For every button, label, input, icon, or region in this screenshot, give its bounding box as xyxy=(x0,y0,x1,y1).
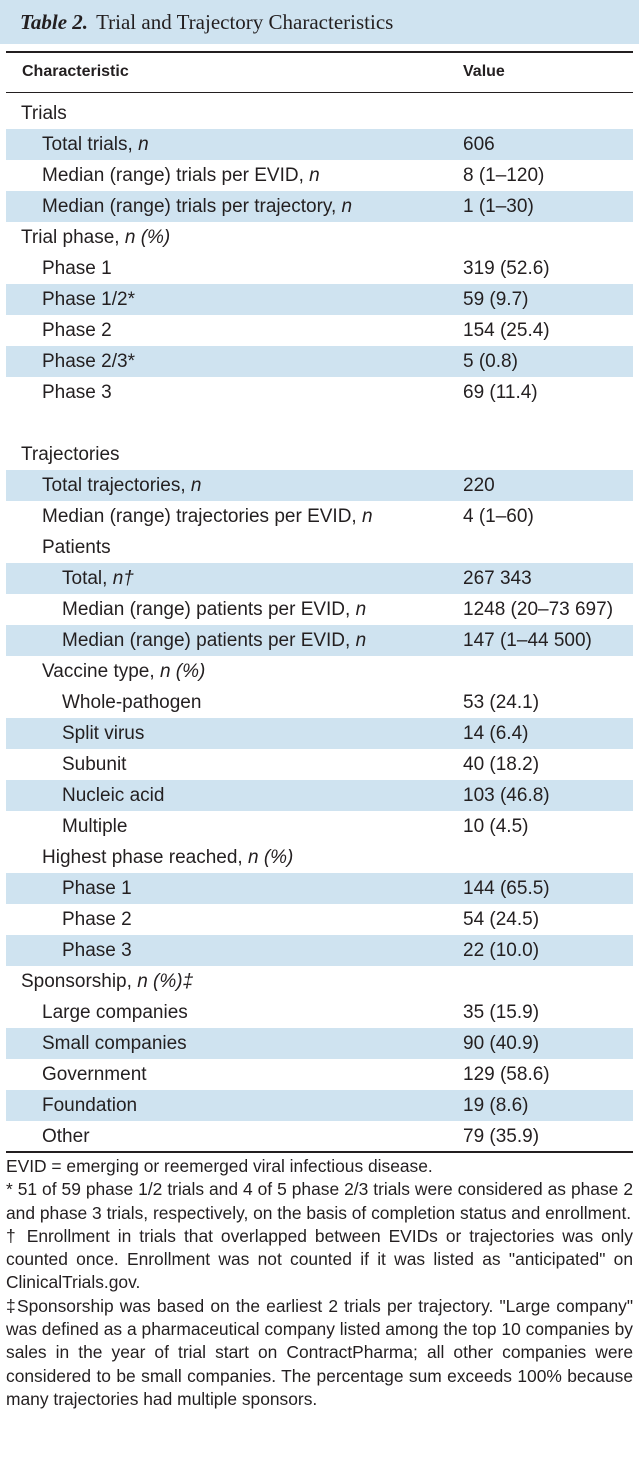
row-label xyxy=(21,222,170,253)
row-label-text: Nucleic acid xyxy=(62,785,165,806)
row-label-text: Sponsorship, xyxy=(21,971,138,992)
table-row xyxy=(6,129,633,160)
row-label xyxy=(62,935,132,966)
table-row xyxy=(6,346,633,377)
row-label xyxy=(62,749,126,780)
table-row xyxy=(6,1059,633,1090)
table-row xyxy=(6,1121,633,1152)
table-row xyxy=(6,594,633,625)
row-label xyxy=(42,1059,147,1090)
row-label-text: Phase 2 xyxy=(62,909,132,930)
table-row xyxy=(6,470,633,501)
table-title-text: Trial and Trajectory Characteristics xyxy=(96,10,394,34)
row-value: 59 (9.7) xyxy=(463,289,529,310)
table-row xyxy=(6,904,633,935)
row-value: 5 (0.8) xyxy=(463,351,518,372)
row-value: 40 (18.2) xyxy=(463,754,540,775)
row-label xyxy=(62,594,366,625)
row-label-text: Split virus xyxy=(62,723,145,744)
table-row xyxy=(6,966,633,997)
row-value: 129 (58.6) xyxy=(463,1064,550,1085)
row-value: 319 (52.6) xyxy=(463,258,550,279)
row-label-text: Small companies xyxy=(42,1033,187,1054)
row-label-unit: n xyxy=(355,630,367,651)
row-label-text: Trajectories xyxy=(21,444,120,465)
table-row xyxy=(6,811,633,842)
table-number: Table 2. xyxy=(20,10,89,34)
row-value: 10 (4.5) xyxy=(463,816,529,837)
row-value: 35 (15.9) xyxy=(463,1002,540,1023)
table-row xyxy=(6,780,633,811)
row-label-unit: n xyxy=(341,196,353,217)
row-value: 144 (65.5) xyxy=(463,878,550,899)
row-label-text: Phase 2/3* xyxy=(42,351,135,372)
footnote: EVID = emerging or reemerged viral infectious disease. xyxy=(6,1156,433,1176)
row-value: 22 (10.0) xyxy=(463,940,540,961)
row-label-unit: n (%)‡ xyxy=(137,971,194,992)
row-label-text: Phase 1 xyxy=(62,878,132,899)
row-label-text: Highest phase reached, xyxy=(42,847,248,868)
table-row xyxy=(6,1090,633,1121)
row-label-text: Phase 2 xyxy=(42,320,112,341)
row-label-unit: n xyxy=(309,165,320,186)
table-row xyxy=(6,98,633,129)
row-value: 1 (1–30) xyxy=(463,196,534,217)
table-row xyxy=(6,160,633,191)
row-label xyxy=(42,1028,187,1059)
table-row xyxy=(6,625,633,656)
row-value: 220 xyxy=(463,475,495,496)
row-label xyxy=(62,687,201,718)
row-label xyxy=(42,191,352,222)
row-label-unit: n xyxy=(138,134,149,155)
row-label-text: Trial phase, xyxy=(21,227,125,248)
row-label xyxy=(21,98,67,129)
row-label-unit: n (%) xyxy=(247,847,294,868)
row-label-text: Total trajectories, xyxy=(42,475,191,496)
row-label-text: Vaccine type, xyxy=(42,661,160,682)
row-label-unit: n (%) xyxy=(124,227,171,248)
row-value: 53 (24.1) xyxy=(463,692,540,713)
row-label xyxy=(42,1090,137,1121)
row-label xyxy=(62,625,366,656)
row-label xyxy=(42,160,320,191)
row-label xyxy=(42,253,112,284)
row-label xyxy=(62,873,132,904)
row-value: 267 343 xyxy=(463,568,532,589)
row-label xyxy=(42,532,111,563)
row-label-text: Median (range) trajectories per EVID, xyxy=(42,506,362,527)
row-value: 69 (11.4) xyxy=(463,382,538,403)
row-label-text: Foundation xyxy=(42,1095,138,1116)
footnote: * 51 of 59 phase 1/2 trials and 4 of 5 phase 2/3 trials were considered as phase 2 and phase 3 trials, respectively, on the basis of completion status and enrollment. xyxy=(6,1179,633,1223)
row-label-unit: n xyxy=(190,475,202,496)
row-label xyxy=(42,501,373,532)
header-top-rule xyxy=(6,51,633,53)
row-label xyxy=(42,346,135,377)
table-body xyxy=(6,98,633,1152)
row-label xyxy=(62,563,134,594)
row-value: 1248 (20–73 697) xyxy=(463,599,614,620)
row-label xyxy=(42,470,201,501)
footnote: † Enrollment in trials that overlapped between EVIDs or trajectories was only counted once. Enrollment was not counted if it was listed as "anticipated" on ClinicalTrials.gov. xyxy=(6,1225,633,1293)
row-label xyxy=(21,439,120,470)
row-value: 54 (24.5) xyxy=(463,909,540,930)
row-label xyxy=(62,780,164,811)
row-value: 90 (40.9) xyxy=(463,1033,540,1054)
table-spacer-row xyxy=(6,408,633,439)
row-label xyxy=(42,129,149,160)
column-header-characteristic: Characteristic xyxy=(22,63,129,80)
column-header-value: Value xyxy=(463,63,505,80)
row-value: 103 (46.8) xyxy=(463,785,550,806)
table-row xyxy=(6,935,633,966)
header-bottom-rule xyxy=(6,92,633,93)
row-value: 154 (25.4) xyxy=(463,320,550,341)
row-value: 606 xyxy=(463,134,495,155)
row-label-text: Patients xyxy=(42,537,111,558)
row-label xyxy=(42,997,188,1028)
table-row xyxy=(6,718,633,749)
table-bottom-rule xyxy=(6,1151,633,1153)
row-label xyxy=(42,1121,90,1152)
row-label-text: Trials xyxy=(21,103,67,124)
row-label xyxy=(42,284,135,315)
row-label xyxy=(62,811,127,842)
table-row xyxy=(6,191,633,222)
table-row xyxy=(6,222,633,253)
table-row xyxy=(6,873,633,904)
row-label xyxy=(42,315,112,346)
row-label-text: Large companies xyxy=(42,1002,188,1023)
row-label-text: Multiple xyxy=(62,816,128,837)
row-label xyxy=(62,904,132,935)
row-label-unit: n (%) xyxy=(159,661,206,682)
row-label-unit: n† xyxy=(112,568,134,589)
row-label-text: Median (range) patients per EVID, xyxy=(62,599,356,620)
row-label-text: Phase 1 xyxy=(42,258,112,279)
table-title xyxy=(0,0,639,44)
row-label xyxy=(42,842,293,873)
table-row xyxy=(6,749,633,780)
table-row xyxy=(6,501,633,532)
row-label-text: Phase 3 xyxy=(42,382,112,403)
table-row xyxy=(6,1028,633,1059)
row-value: 147 (1–44 500) xyxy=(463,630,592,651)
row-value: 4 (1–60) xyxy=(463,506,534,527)
row-label xyxy=(42,656,205,687)
table-row xyxy=(6,842,633,873)
row-label-text: Total trials, xyxy=(42,134,139,155)
table-row xyxy=(6,253,633,284)
row-label-text: Median (range) trials per trajectory, xyxy=(42,196,342,217)
table-row xyxy=(6,532,633,563)
row-label xyxy=(21,966,193,997)
row-label-text: Median (range) trials per EVID, xyxy=(42,165,310,186)
table-row xyxy=(6,563,633,594)
table-row xyxy=(6,439,633,470)
row-label-text: Phase 1/2* xyxy=(42,289,135,310)
table-row xyxy=(6,997,633,1028)
row-value: 19 (8.6) xyxy=(463,1095,529,1116)
row-label-unit: n xyxy=(361,506,373,527)
table-row xyxy=(6,315,633,346)
row-label-text: Total, xyxy=(62,568,113,589)
row-label xyxy=(42,377,112,408)
row-label-text: Phase 3 xyxy=(62,940,132,961)
table-row xyxy=(6,284,633,315)
footnote: ‡Sponsorship was based on the earliest 2 trials per trajectory. "Large company" was defined as a pharmaceutical company listed among the top 10 companies by sales in the year of trial start on ContractPharma; all other companies were considered to be small companies. The percentage sum exceeds 100% because many trajectories had multiple sponsors. xyxy=(6,1295,633,1409)
row-label xyxy=(62,718,144,749)
row-label-text: Other xyxy=(42,1126,90,1147)
table-row xyxy=(6,687,633,718)
row-label-text: Whole-pathogen xyxy=(62,692,202,713)
row-label-text: Subunit xyxy=(62,754,127,775)
row-value: 8 (1–120) xyxy=(463,165,545,186)
row-label-text: Government xyxy=(42,1064,147,1085)
row-label-text: Median (range) patients per EVID, xyxy=(62,630,356,651)
table-row xyxy=(6,377,633,408)
row-label-unit: n xyxy=(355,599,367,620)
table-row xyxy=(6,656,633,687)
row-value: 14 (6.4) xyxy=(463,723,529,744)
row-value: 79 (35.9) xyxy=(463,1126,540,1147)
table-footnotes xyxy=(6,1155,633,1411)
